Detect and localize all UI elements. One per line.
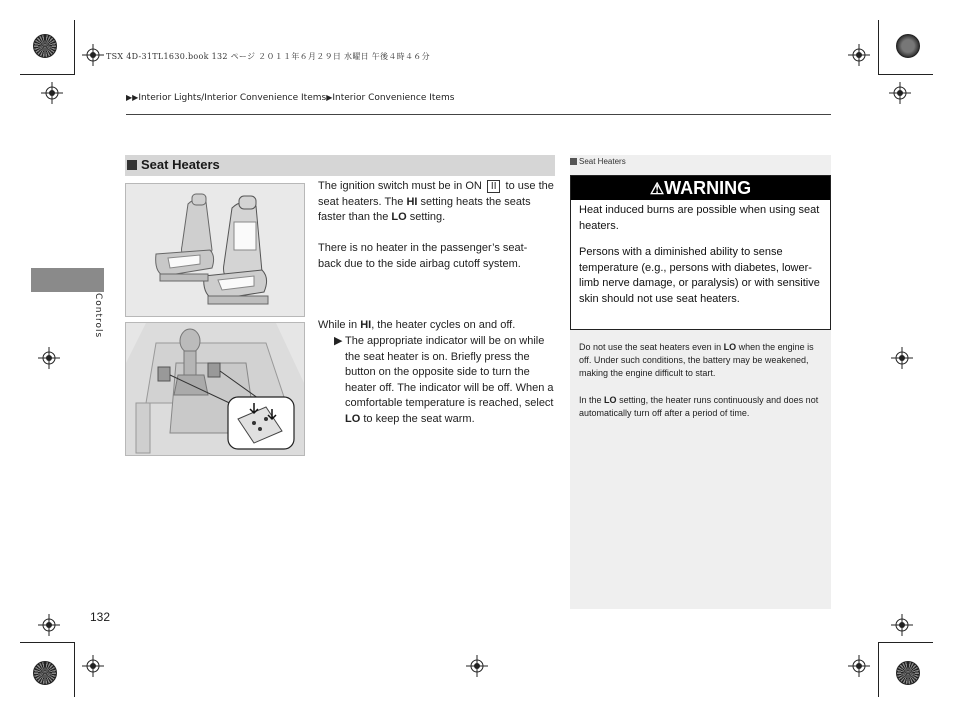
seats-illustration — [125, 183, 305, 317]
section-heading-bar — [125, 155, 555, 176]
seat-icon — [126, 184, 304, 316]
warning-body — [579, 203, 824, 318]
color-bar-rosette-tl — [33, 34, 57, 58]
registration-mark-icon — [848, 44, 870, 66]
text-run: Do not use the seat heaters even in — [579, 342, 722, 352]
text-run: While in — [318, 319, 358, 331]
seat-heater-switch-icon — [126, 323, 304, 455]
text-run: when the engine is off. Under such conditions, the battery may be weakened, making the engine difficult to start. — [579, 342, 814, 378]
color-bar-rosette-br — [896, 661, 920, 685]
registration-mark-icon — [82, 655, 104, 677]
page-number: 132 — [90, 610, 111, 624]
registration-mark-icon — [82, 44, 104, 66]
color-bar-rosette-tr — [896, 34, 920, 58]
section-square-icon — [127, 160, 137, 170]
reference-mark-icon — [570, 158, 577, 165]
paragraph-hi-cycle — [318, 318, 555, 334]
registration-mark-icon — [41, 82, 63, 104]
warning-text: Heat induced burns are possible when using seat heaters. — [579, 204, 820, 232]
chapter-tab — [31, 268, 104, 292]
note-engine-off — [579, 341, 827, 380]
hi-setting-label: HI — [360, 319, 372, 331]
lo-setting-label: LO — [604, 395, 617, 405]
registration-mark-icon — [38, 614, 60, 636]
sidebar-panel — [570, 155, 831, 609]
warning-text: Persons with a diminished ability to sense temperature (e.g., persons with diabetes, lower-limb nerve damage, or paralysis) or with sensitive skin should not use seat heaters. — [579, 246, 820, 305]
breadcrumb-part2[interactable]: Interior Convenience Items — [332, 93, 455, 103]
text-run: The ignition switch must be in ON — [318, 180, 482, 192]
cross-reference-arrow-icon: ▶ — [334, 335, 343, 347]
paragraph-indicator — [334, 334, 554, 427]
lo-setting-label: LO — [723, 342, 737, 352]
section-title: Seat Heaters — [141, 157, 220, 172]
warning-title: WARNING — [664, 178, 752, 198]
note-lo-setting — [579, 394, 827, 420]
paragraph-ignition — [318, 179, 555, 226]
console-illustration — [125, 322, 305, 456]
hi-setting-label: HI — [406, 195, 418, 208]
warning-header — [571, 176, 830, 200]
print-header: TSX 4D-31TL1630.book 132 ページ ２０１１年６月２９日 水曜日 午後４時４６分 — [106, 52, 430, 61]
breadcrumb — [126, 93, 454, 103]
chapter-tab-label: Controls — [93, 293, 103, 339]
text-run: setting. — [409, 211, 446, 223]
registration-mark-icon — [889, 82, 911, 104]
lo-setting-label: LO — [391, 211, 407, 223]
warning-box — [570, 175, 831, 330]
text-run: to use the seat heaters. The — [318, 180, 554, 208]
registration-mark-icon — [891, 347, 913, 369]
breadcrumb-arrow-icon: ▶ — [326, 93, 333, 102]
color-bar-rosette-bl — [33, 661, 57, 685]
registration-mark-icon — [38, 347, 60, 369]
registration-mark-icon — [891, 614, 913, 636]
lo-setting-label: LO — [345, 412, 361, 425]
text-run: , the heater cycles on and off. — [371, 319, 516, 331]
sidebar-reference-label: Seat Heaters — [579, 157, 626, 166]
breadcrumb-arrow-icon: ▶▶ — [126, 93, 139, 102]
sidebar-reference — [570, 157, 626, 166]
breadcrumb-part1[interactable]: Interior Lights/Interior Convenience Items — [138, 93, 327, 103]
warning-triangle-icon: ⚠ — [649, 181, 665, 198]
header-rule — [126, 114, 831, 115]
text-run: In the — [579, 395, 602, 405]
registration-mark-icon — [466, 655, 488, 677]
paragraph-passenger: There is no heater in the passenger’s seat-back due to the side airbag cutoff system. — [318, 242, 528, 270]
text-run: to keep the seat warm. — [363, 412, 475, 425]
text-run: The appropriate indicator will be on while the seat heater is on. Briefly press the button on the opposite side to turn the heater off. The indicator will be off. When a comfortable temperature is reached, select — [345, 335, 554, 409]
text-run: setting, the heater runs continuously and does not automatically turn off after a period of time. — [579, 395, 819, 418]
ignition-key-badge: II — [487, 180, 501, 193]
text-run: setting heats the seats faster than the — [318, 195, 531, 223]
registration-mark-icon — [848, 655, 870, 677]
